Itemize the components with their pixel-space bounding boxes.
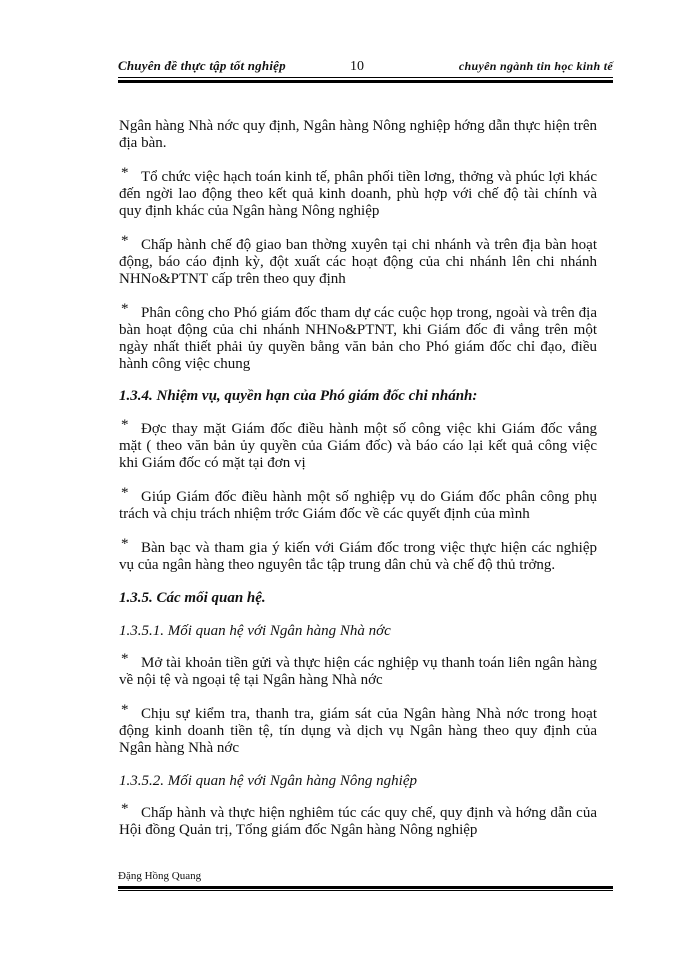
header-rule-thick <box>118 80 613 83</box>
footer-rule-thick <box>118 886 613 889</box>
header-title-right: chuyên ngành tin học kinh tế <box>458 59 613 73</box>
bullet-marker: * <box>121 702 129 718</box>
footer-rule-thin <box>118 890 613 891</box>
header-rule-thin <box>118 77 613 78</box>
list-item <box>119 536 597 574</box>
document-body <box>119 118 597 839</box>
page-number: 10 <box>350 59 364 74</box>
bullet-marker: * <box>121 233 129 249</box>
list-item <box>119 301 597 373</box>
bullet-marker: * <box>121 651 129 667</box>
bullet-marker: * <box>121 801 129 817</box>
bullet-marker: * <box>121 485 129 501</box>
subsection-heading-1-3-5-2: 1.3.5.2. Mối quan hệ với Ngân hàng Nông nghiệp <box>119 773 417 789</box>
bullet-marker: * <box>121 536 129 552</box>
paragraph-text: Giúp Giám đốc điều hành một số nghiệp vụ do Giám đốc phân công phụ trách và chịu trách nhiệm trớc Giám đốc về các quyết định của mình <box>119 489 597 522</box>
list-item <box>119 651 597 689</box>
paragraph-text: Chấp hành và thực hiện nghiêm túc các quy chế, quy định và hớng dẫn của Hội đồng Quản trị, Tổng giám đốc Ngân hàng Nông nghiệp <box>119 805 597 838</box>
list-item <box>119 233 597 288</box>
bullet-marker: * <box>121 417 129 433</box>
header-title-left: Chuyên đề thực tập tốt nghiệp <box>118 58 286 73</box>
bullet-marker: * <box>121 301 129 317</box>
list-item <box>119 702 597 757</box>
footer-author: Đặng Hồng Quang <box>118 870 202 882</box>
paragraph-text: Chấp hành chế độ giao ban thờng xuyên tại chi nhánh và trên địa bàn hoạt động, báo cáo định kỳ, đột xuất các hoạt động của chi nhánh lên chi nhánh NHNo&PTNT cấp trên theo quy định <box>119 237 597 287</box>
section-heading-1-3-4: 1.3.4. Nhiệm vụ, quyền hạn của Phó giám đốc chi nhánh: <box>119 388 478 404</box>
paragraph-text: Mở tài khoản tiền gửi và thực hiện các nghiệp vụ thanh toán liên ngân hàng về nội tệ và ngoại tệ tại Ngân hàng Nhà nớc <box>119 655 597 688</box>
list-item <box>119 801 597 839</box>
list-item <box>119 417 597 472</box>
intro-paragraph: Ngân hàng Nhà nớc quy định, Ngân hàng Nông nghiệp hớng dẫn thực hiện trên địa bàn. <box>119 118 597 151</box>
paragraph-text: Tổ chức việc hạch toán kinh tế, phân phối tiền lơng, thởng và phúc lợi khác đến ngời lao động theo kết quả kinh doanh, phù hợp với chế độ tài chính và quy định khác của Ngân hàng Nông nghiệp <box>119 169 597 219</box>
list-item <box>119 165 597 220</box>
section-heading-1-3-5: 1.3.5. Các mối quan hệ. <box>119 590 266 606</box>
subsection-heading-1-3-5-1: 1.3.5.1. Mối quan hệ với Ngân hàng Nhà nớc <box>119 623 391 639</box>
paragraph-text: Đợc thay mặt Giám đốc điều hành một số công việc khi Giám đốc vắng mặt ( theo văn bản ủy quyền của Giám đốc) và báo cáo lại kết quả công việc khi Giám đốc có mặt tại đơn vị <box>119 421 597 471</box>
paragraph-text: Chịu sự kiểm tra, thanh tra, giám sát của Ngân hàng Nhà nớc trong hoạt động kinh doanh tiền tệ, tín dụng và dịch vụ Ngân hàng theo quy định của Ngân hàng Nhà nớc <box>119 706 597 756</box>
paragraph-text: Bàn bạc và tham gia ý kiến với Giám đốc trong việc thực hiện các nghiệp vụ của ngân hàng theo nguyên tắc tập trung dân chủ và chế độ thủ trởng. <box>119 540 597 573</box>
paragraph-text: Phân công cho Phó giám đốc tham dự các cuộc họp trong, ngoài và trên địa bàn hoạt động của chi nhánh NHNo&PTNT, khi Giám đốc đi vắng trên một ngày nhất thiết phải ủy quyền bằng văn bản cho Phó giám đốc chỉ đạo, điều hành công việc chung <box>119 305 597 372</box>
list-item <box>119 485 597 523</box>
bullet-marker: * <box>121 165 129 181</box>
